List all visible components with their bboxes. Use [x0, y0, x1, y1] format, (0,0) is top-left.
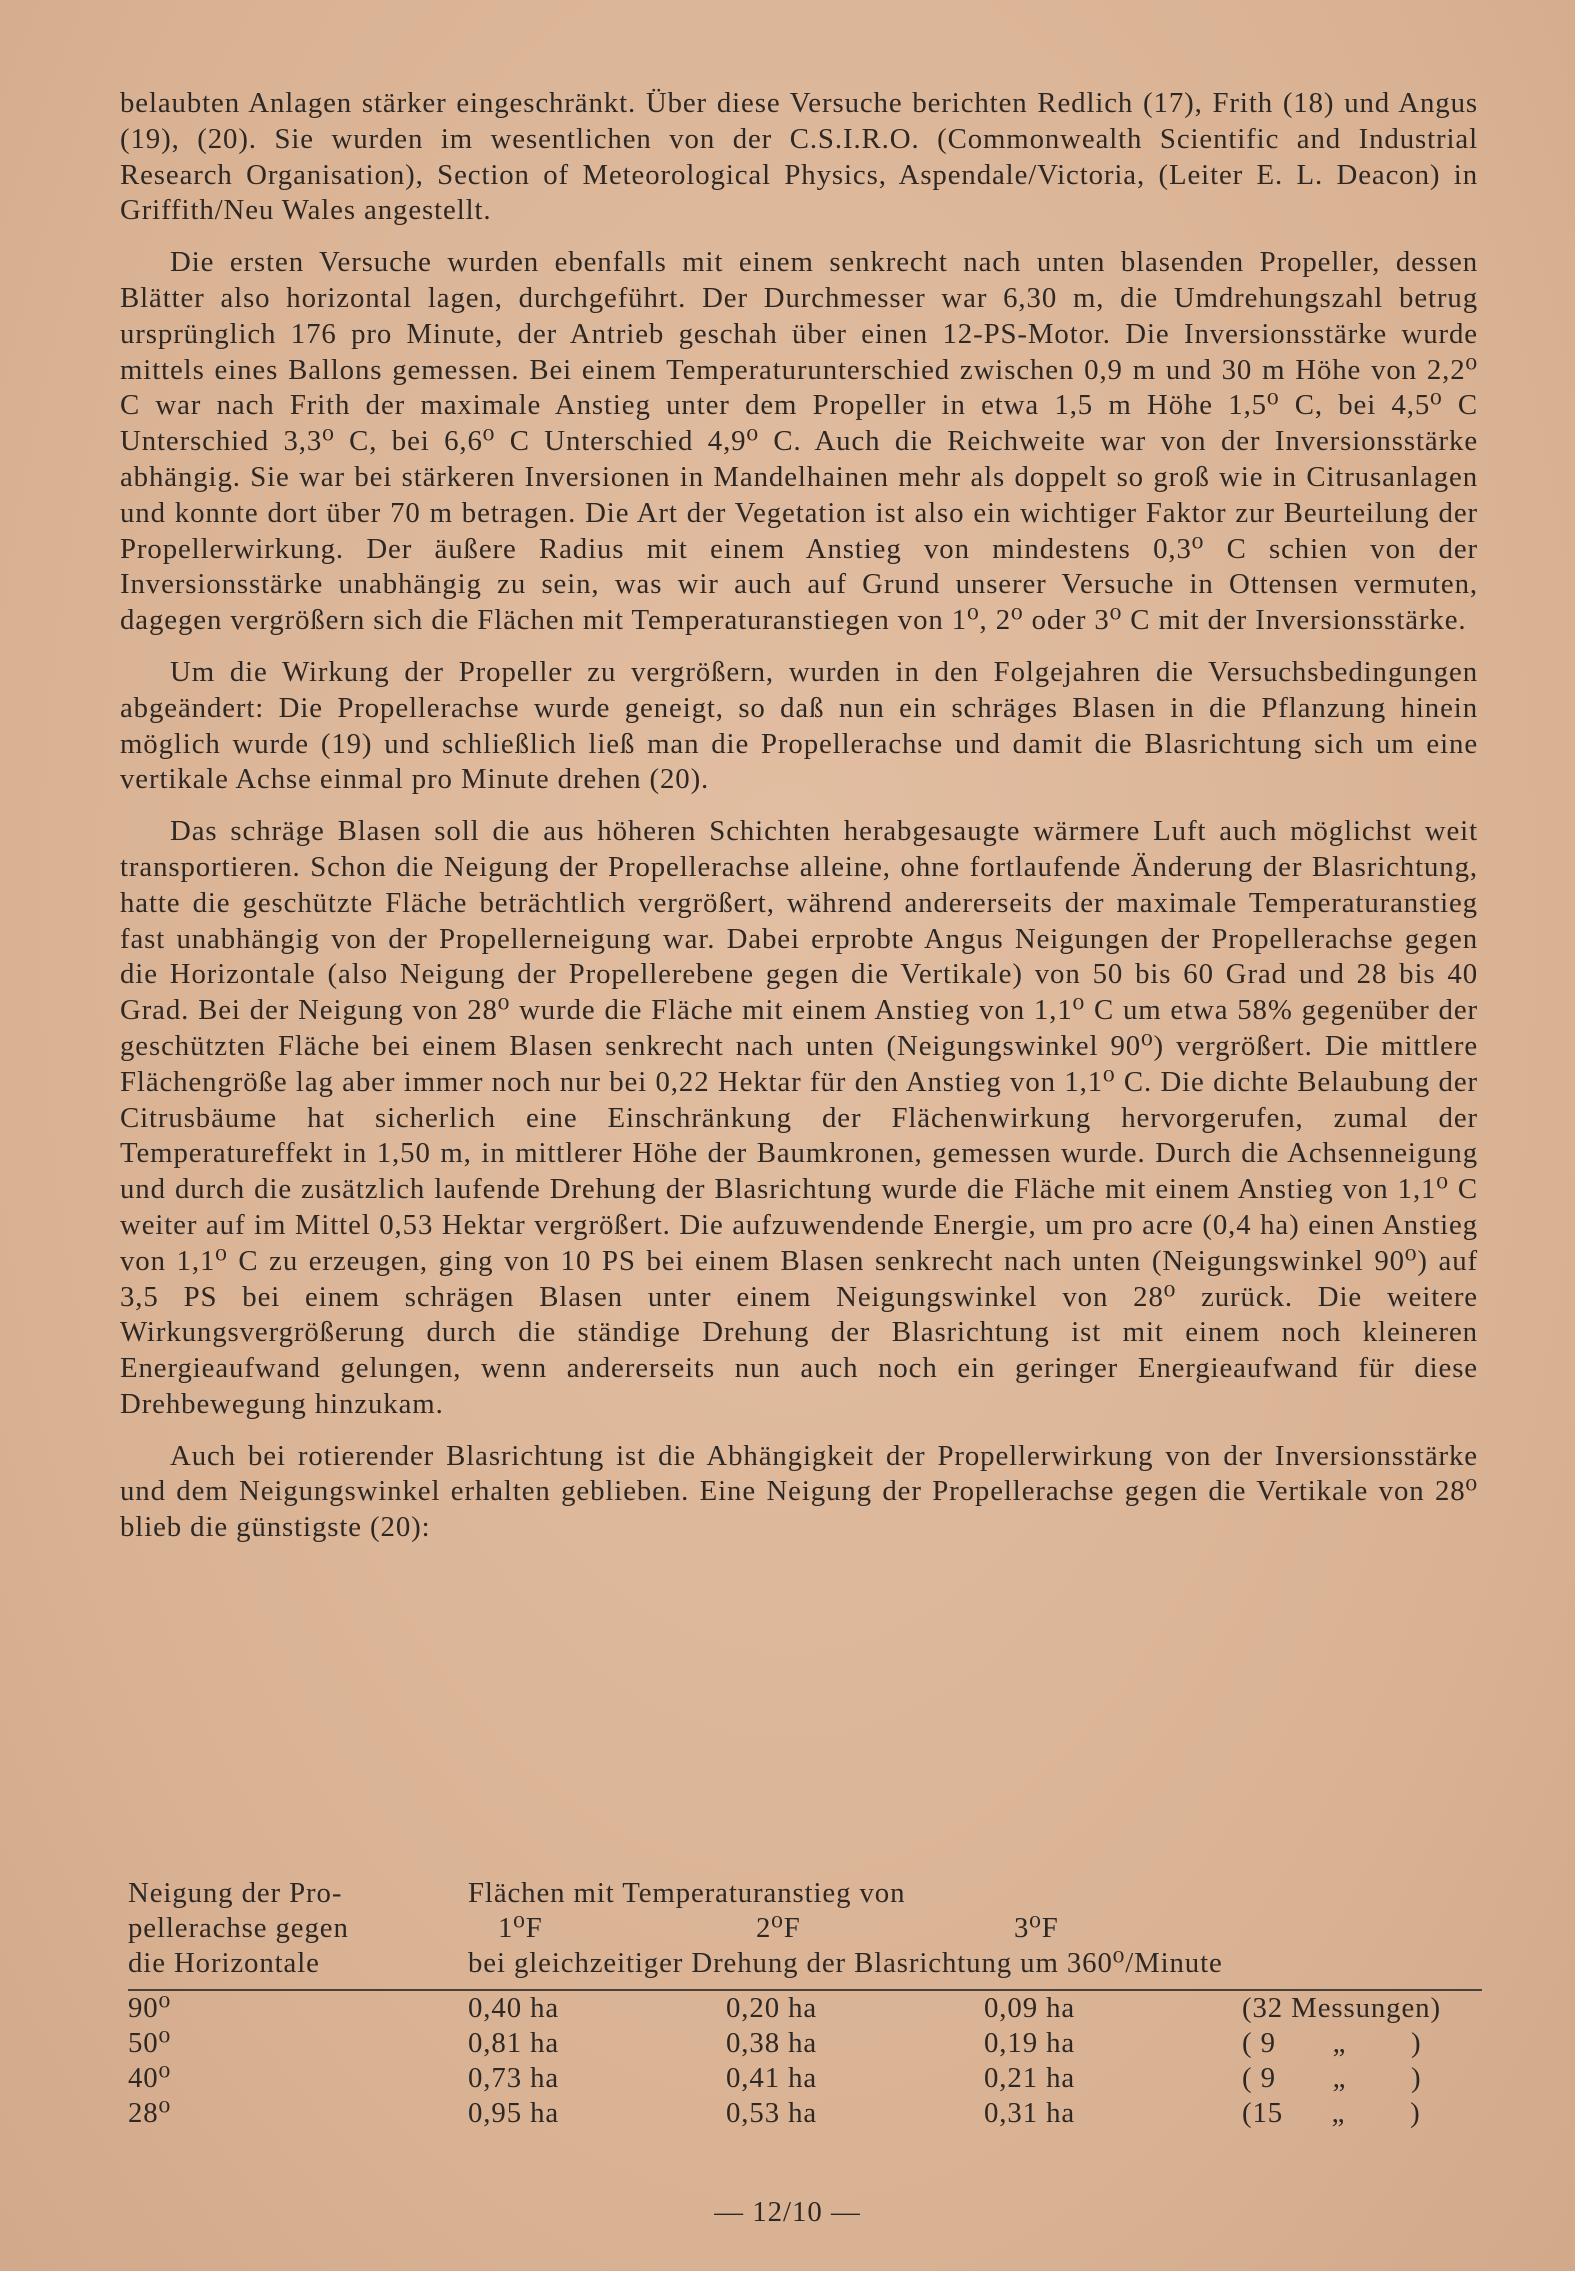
cell-2f: 0,41 ha [726, 2062, 818, 2094]
paragraph-2: Die ersten Versuche wurden ebenfalls mit einem senkrecht nach unten blasenden Propeller, dessen Blätter also horizontal lagen, durchgeführt. Der Durchmesser war 6,30 m, die Umdrehungszahl betrug ursprünglich 176 pro Minute, der Antrieb geschah über einen 12-PS-Motor. Die Inversionsstärke wurde mittels eines Ballons gemessen. Bei einem Temperaturunterschied zwischen 0,9 m und 30 m Höhe von 2,2⁰ C war nach Frith der maximale Anstieg unter dem Propeller in etwa 1,5 m Höhe 1,5⁰ C, bei 4,5⁰ C Unterschied 3,3⁰ C, bei 6,6⁰ C Unterschied 4,9⁰ C. Auch die Reichweite war von der Inversionsstärke abhängig. Sie war bei stärkeren Inversionen in Mandelhainen mehr als doppelt so groß wie in Citrusanlagen und konnte dort über 70 m betragen. Die Art der Vegetation ist also ein wichtiger Faktor zur Beurteilung der Propellerwirkung. Der äußere Radius mit einem Anstieg von mindestens 0,3⁰ C schien von der Inversionsstärke unabhängig zu sein, was wir auch auf Grund unserer Versuche in Ottensen vermuten, dagegen vergrößern sich die Flächen mit Temperaturanstiegen von 1⁰, 2⁰ oder 3⁰ C mit der Inversionsstärke. [120, 246, 1478, 637]
header-angle-line-3: die Horizontale [128, 1947, 320, 1979]
page-number: — 12/10 — [714, 2196, 861, 2228]
paragraph-1: belaubten Anlagen stärker eingeschränkt. Über diese Versuche berichten Redlich (17), Frith (18) und Angus (19), (20). Sie wurden im wesentlichen von der C.S.I.R.O. (Commonwealth Scientific and Industrial Research Organisation), Section of Meteorological Physics, Aspendale/Victoria, (Leiter E. L. Deacon) in Griffith/Neu Wales angestellt. [120, 87, 1478, 227]
header-title: Flächen mit Temperaturanstieg von [468, 1877, 906, 1909]
cell-note: ( 9 „ ) [1242, 2027, 1422, 2059]
cell-1f: 0,95 ha [468, 2097, 560, 2129]
cell-note: (32 Messungen) [1242, 1992, 1441, 2024]
cell-1f: 0,81 ha [468, 2027, 560, 2059]
cell-2f: 0,38 ha [726, 2027, 818, 2059]
table-row [128, 2026, 1482, 2061]
header-angle-line-2: pellerachse gegen [128, 1912, 349, 1944]
cell-3f: 0,21 ha [984, 2062, 1076, 2094]
header-col-1f: 1⁰F [498, 1912, 543, 1944]
cell-1f: 0,73 ha [468, 2062, 560, 2094]
table-row [128, 2096, 1482, 2131]
paragraph-4: Das schräge Blasen soll die aus höheren Schichten herabgesaugte wärmere Luft auch möglichst weit transportieren. Schon die Neigung der Propellerachse alleine, ohne fortlaufende Änderung der Blasrichtung, hatte die geschützte Fläche beträchtlich vergrößert, während andererseits der maximale Temperaturanstieg fast unabhängig von der Propellerneigung war. Dabei erprobte Angus Neigungen der Propellerachse gegen die Horizontale (also Neigung der Propellerebene gegen die Vertikale) von 50 bis 60 Grad und 28 bis 40 Grad. Bei der Neigung von 28⁰ wurde die Fläche mit einem Anstieg von 1,1⁰ C um etwa 58% gegenüber der geschützten Fläche bei einem Blasen senkrecht nach unten (Neigungswinkel 90⁰) vergrößert. Die mittlere Flächengröße lag aber immer noch nur bei 0,22 Hektar für den Anstieg von 1,1⁰ C. Die dichte Belaubung der Citrusbäume hat sicherlich eine Einschränkung der Flächenwirkung hervorgerufen, zumal der Temperatureffekt in 1,50 m, in mittlerer Höhe der Baumkronen, gemessen wurde. Durch die Achsenneigung und durch die zusätzlich laufende Drehung der Blasrichtung wurde die Fläche mit einem Anstieg von 1,1⁰ C weiter auf im Mittel 0,53 Hektar vergrößert. Die aufzuwendende Energie, um pro acre (0,4 ha) einen Anstieg von 1,1⁰ C zu erzeugen, ging von 10 PS bei einem Blasen senkrecht nach unten (Neigungswinkel 90⁰) auf 3,5 PS bei einem schrägen Blasen unter einem Neigungswinkel von 28⁰ zurück. Die weitere Wirkungsvergrößerung durch die ständige Drehung der Blasrichtung ist mit einem noch kleineren Energieaufwand gelungen, wenn andererseits nun auch noch ein geringer Energieaufwand für diese Drehbewegung hinzukam. [120, 815, 1478, 1420]
cell-angle: 90⁰ [128, 1992, 172, 2024]
cell-3f: 0,31 ha [984, 2097, 1076, 2129]
cell-note: (15 „ ) [1242, 2097, 1421, 2129]
cell-3f: 0,09 ha [984, 1992, 1076, 2024]
header-angle-line-1: Neigung der Pro- [128, 1877, 343, 1909]
cell-1f: 0,40 ha [468, 1992, 560, 2024]
cell-note: ( 9 „ ) [1242, 2062, 1422, 2094]
cell-angle: 50⁰ [128, 2027, 172, 2059]
header-subtitle: bei gleichzeitiger Drehung der Blasrichtung um 360⁰/Minute [468, 1947, 1223, 1979]
cell-2f: 0,20 ha [726, 1992, 818, 2024]
paragraph-3: Um die Wirkung der Propeller zu vergrößern, wurden in den Folgejahren die Versuchsbedingungen abgeändert: Die Propellerachse wurde geneigt, so daß nun ein schräges Blasen in die Pflanzung hinein möglich wurde (19) und schließlich ließ man die Propellerachse und damit die Blasrichtung sich um eine vertikale Achse einmal pro Minute drehen (20). [120, 655, 1478, 796]
cell-2f: 0,53 ha [726, 2097, 818, 2129]
results-table [128, 1876, 1482, 2131]
table-row [128, 2061, 1482, 2096]
paragraph-5: Auch bei rotierender Blasrichtung ist die Abhängigkeit der Propellerwirkung von der Inversionsstärke und dem Neigungswinkel erhalten geblieben. Eine Neigung der Propellerachse gegen die Vertikale von 28⁰ blieb die günstigste (20): [120, 1439, 1478, 1544]
header-col-2f: 2⁰F [756, 1912, 801, 1944]
cell-angle: 28⁰ [128, 2097, 172, 2129]
body-text [120, 86, 1478, 1562]
cell-angle: 40⁰ [128, 2062, 172, 2094]
table-row [128, 1991, 1482, 2026]
header-col-3f: 3⁰F [1014, 1912, 1059, 1944]
cell-3f: 0,19 ha [984, 2027, 1076, 2059]
